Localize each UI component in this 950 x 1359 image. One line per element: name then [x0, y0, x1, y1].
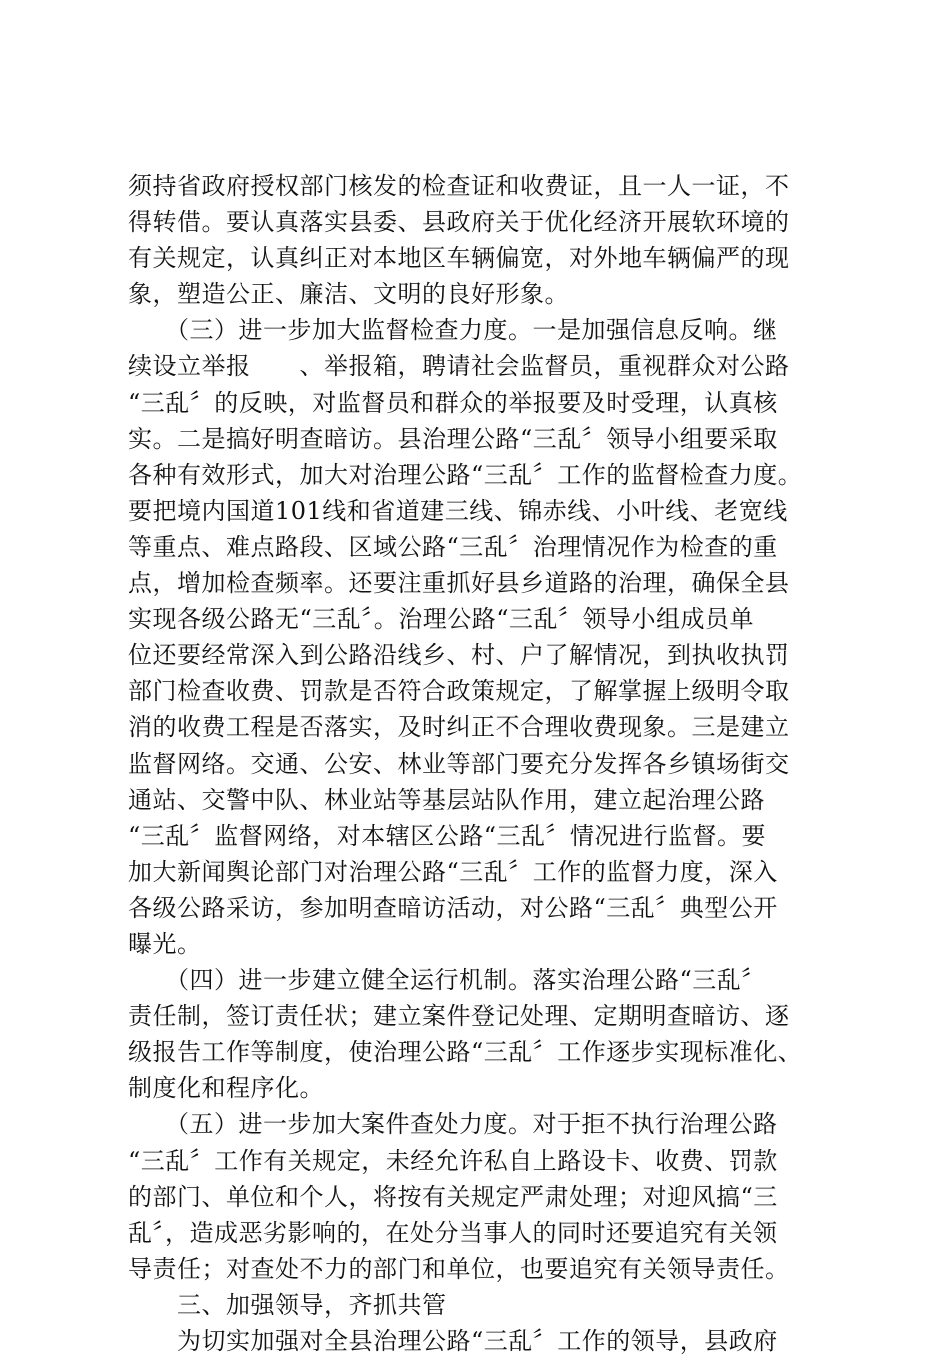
text-line: 制度化和程序化。 [128, 1074, 324, 1103]
text-line: 须持省政府授权部门核发的检查证和收费证，且一人一证，不 [128, 172, 790, 200]
text-line: 级报告工作等制度，使治理公路“三乱〞工作逐步实现标准化、 [128, 1038, 803, 1067]
text-line: “三乱〞的反映，对监督员和群众的举报要及时受理，认真核 [128, 388, 778, 417]
text-line: 各种有效形式，加大对治理公路“三乱〞工作的监督检查力度。 [128, 460, 803, 489]
text-line: 要把境内国道101线和省道建三线、锦赤线、小叶线、老宽线 [128, 496, 788, 525]
text-line: 得转借。要认真落实县委、县政府关于优化经济开展软环境的 [128, 208, 790, 237]
paragraph-3-heading-line: （三）进一步加大监督检查力度。一是加强信息反响。继 [128, 316, 778, 345]
text-line: 位还要经常深入到公路沿线乡、村、户了解情况，到执收执罚 [128, 641, 790, 670]
text-line: 监督网络。交通、公安、林业等部门要充分发挥各乡镇场街交 [128, 749, 790, 778]
text-line: “三乱〞监督网络，对本辖区公路“三乱〞情况进行监督。要 [128, 821, 767, 850]
text-line: 点，增加检查频率。还要注重抓好县乡道路的治理，确保全县 [128, 569, 790, 598]
text-line: “三乱〞工作有关规定，未经允许私自上路设卡、收费、罚款 [128, 1146, 778, 1175]
text-line: 的部门、单位和个人，将按有关规定严肃处理；对迎风搞“三 [128, 1182, 778, 1211]
text-line: 曝光。 [128, 929, 202, 958]
text-line: 续设立举报 、举报箱，聘请社会监督员，重视群众对公路 [128, 352, 790, 381]
text-line: 有关规定，认真纠正对本地区车辆偏宽，对外地车辆偏严的现 [128, 244, 790, 273]
text-line: 通站、交警中队、林业站等基层站队作用，建立起治理公路 [128, 785, 765, 814]
text-line: 等重点、难点路段、区域公路“三乱〞治理情况作为检查的重 [128, 532, 778, 561]
text-line: 导责任；对查处不力的部门和单位，也要追究有关领导责任。 [128, 1254, 790, 1283]
text-line: 部门检查收费、罚款是否符合政策规定，了解掌握上级明令取 [128, 677, 790, 706]
text-line: 消的收费工程是否落实，及时纠正不合理收费现象。三是建立 [128, 713, 790, 742]
text-line: 责任制，签订责任状；建立案件登记处理、定期明查暗访、逐 [128, 1002, 790, 1031]
text-line: 各级公路采访，参加明查暗访活动，对公路“三乱〞典型公开 [128, 893, 778, 922]
text-line: 实。二是搞好明查暗访。县治理公路“三乱〞领导小组要采取 [128, 424, 778, 453]
text-line: 加大新闻舆论部门对治理公路“三乱〞工作的监督力度，深入 [128, 857, 778, 886]
text-line: 乱〞，造成恶劣影响的，在处分当事人的同时还要追究有关领 [128, 1218, 778, 1247]
body-text [128, 168, 848, 1359]
text-line: 为切实加强对全县治理公路“三乱〞工作的领导，县政府 [128, 1327, 778, 1355]
paragraph-4-heading-line: （四）进一步建立健全运行机制。落实治理公路“三乱〞 [128, 966, 766, 995]
paragraph-5-heading-line: （五）进一步加大案件查处力度。对于拒不执行治理公路 [128, 1110, 778, 1139]
section-3-heading: 三、加强领导，齐抓共管 [128, 1290, 447, 1319]
text-line: 象，塑造公正、廉洁、文明的良好形象。 [128, 280, 569, 309]
text-line: 实现各级公路无“三乱〞。治理公路“三乱〞领导小组成员单 [128, 605, 755, 634]
